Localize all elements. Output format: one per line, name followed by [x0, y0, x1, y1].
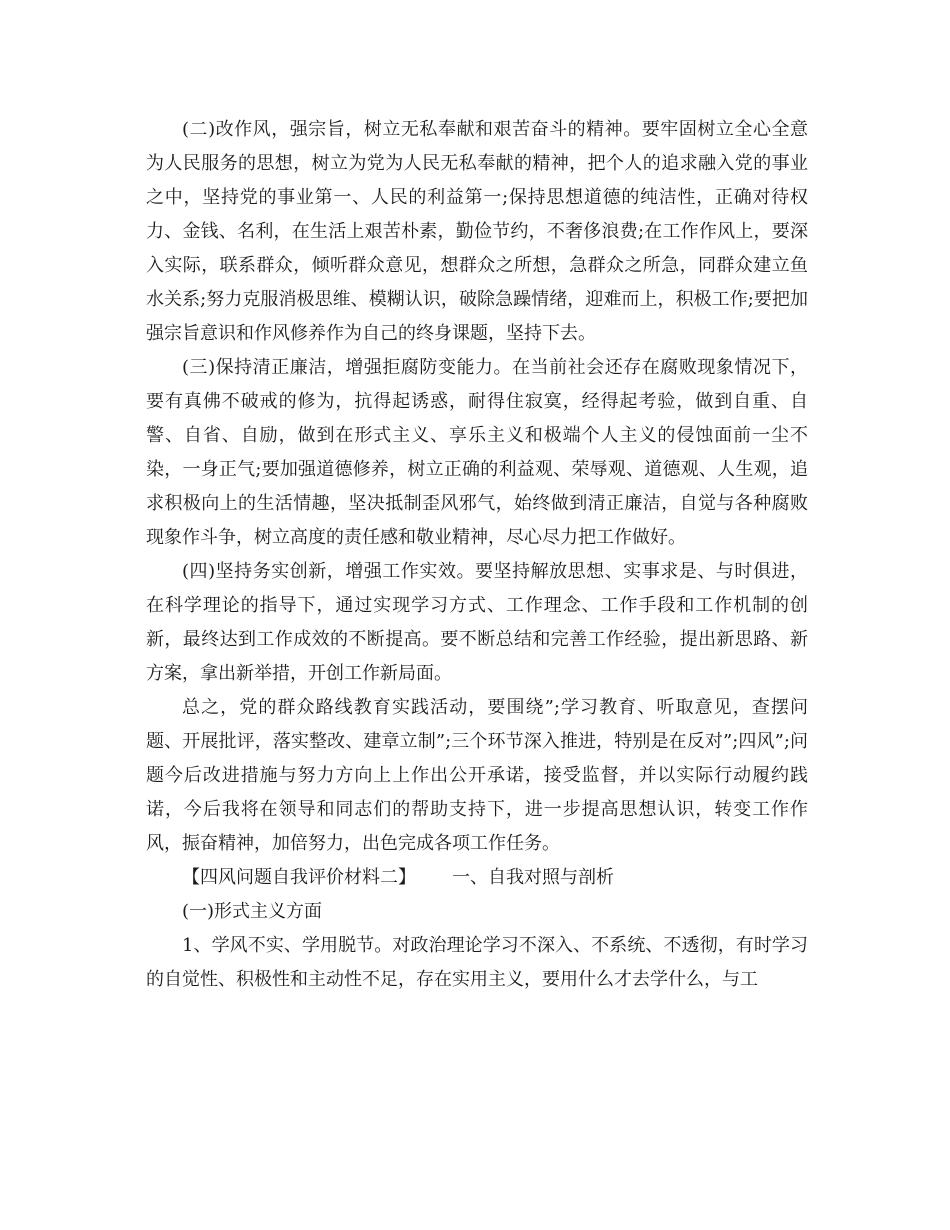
paragraph-conclusion: 总之，党的群众路线教育实践活动，要围绕”;学习教育、听取意见，查摆问题、开展批评，落实整改、建章立制”;三个环节深入推进，特别是在反对”;四风”;问题今后改进措施与努力方向上上作出公开承诺，接受监督，并以实际行动履约践诺，今后我将在领导和同志们的帮助支持下，进一步提高思想认识，转变工作作风，振奋精神，加倍努力，出色完成各项工作任务。 [146, 697, 808, 854]
document-page [146, 113, 808, 997]
paragraph-innovation: (四)坚持务实创新，增强工作实效。要坚持解放思想、实事求是、与时俱进，在科学理论的指导下，通过实现学习方式、工作理念、工作手段和工作机制的创新，最终达到工作成效的不断提高。要不断总结和完善工作经验，提出新思路、新方案，拿出新举措，开创工作新局面。 [146, 561, 808, 684]
section-title: 【四风问题自我评价材料二】 [182, 867, 416, 888]
section-subtitle: 一、自我对照与剖析 [452, 867, 614, 888]
paragraph-integrity: (三)保持清正廉洁，增强拒腐防变能力。在当前社会还存在腐败现象情况下，要有真佛不破戒的修为，抗得起诱惑，耐得住寂寞，经得起考验，做到自重、自警、自省、自励，做到在形式主义、享乐主义和极端个人主义的侵蚀面前一尘不染，一身正气;要加强道德修养，树立正确的利益观、荣辱观、道德观、人生观，追求积极向上的生活情趣，坚决抵制歪风邪气，始终做到清正廉洁，自觉与各种腐败现象作斗争，树立高度的责任感和敬业精神，尽心尽力把工作做好。 [146, 357, 808, 548]
paragraph-study-style: 1、学风不实、学用脱节。对政治理论学习不深入、不系统、不透彻，有时学习的自觉性、积极性和主动性不足，存在实用主义，要用什么才去学什么，与工 [146, 935, 808, 990]
subheading-formalism: (一)形式主义方面 [182, 901, 323, 922]
paragraph-reform-style: (二)改作风，强宗旨，树立无私奉献和艰苦奋斗的精神。要牢固树立全心全意为人民服务的思想，树立为党为人民无私奉献的精神，把个人的追求融入党的事业之中，坚持党的事业第一、人民的利益第一;保持思想道德的纯洁性，正确对待权力、金钱、名利，在生活上艰苦朴素，勤俭节约，不奢侈浪费;在工作作风上，要深入实际，联系群众，倾听群众意见，想群众之所想，急群众之所急，同群众建立鱼水关系;努力克服消极思维、模糊认识，破除急躁情绪，迎难而上，积极工作;要把加强宗旨意识和作风修养作为自己的终身课题，坚持下去。 [146, 119, 808, 344]
section-heading-line [146, 861, 808, 895]
